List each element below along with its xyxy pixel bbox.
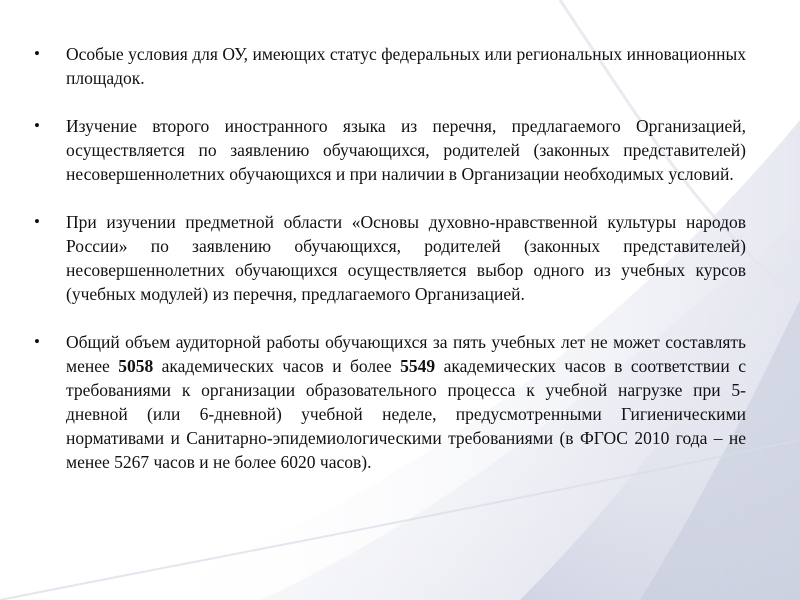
bullet-text: При изучении предметной области «Основы духовно-нравственной культуры народов России» по заявлению обучающихся, родителей (законных представителей) несовершеннолетних обучающихся осуществляется выбор одного из учебных курсов (учебных модулей) из перечня, предлагаемого Организацией. <box>66 212 746 304</box>
bullet-text: Особые условия для ОУ, имеющих статус федеральных или региональных инновационных площадок. <box>66 44 746 88</box>
min-hours-value: 5058 <box>118 356 154 376</box>
bullet-item <box>30 42 746 90</box>
slide-content <box>30 42 746 498</box>
bullet-text: академических часов в соответствии с требованиями к организации образовательного процесса к учебной нагрузке при 5-дневной (или 6-дневной) учебной неделе, предусмотренными Гигиеническими нормативами и Санитарно-эпидемиологическими требованиями (в ФГОС 2010 года – не менее 5267 часов и не более 6020 часов). <box>66 356 746 472</box>
bullet-text: академических часов и более <box>153 356 401 376</box>
bullet-item <box>30 330 746 474</box>
bullet-item <box>30 114 746 186</box>
bullet-text: Общий объем аудиторной работы обучающихся за пять учебных лет не может составлять менее <box>66 332 746 376</box>
bullet-item <box>30 210 746 306</box>
bullet-list <box>30 42 746 474</box>
bullet-text: Изучение второго иностранного языка из перечня, предлагаемого Организацией, осуществляется по заявлению обучающихся, родителей (законных представителей) несовершеннолетних обучающихся и при наличии в Организации необходимых условий. <box>66 116 746 184</box>
max-hours-value: 5549 <box>400 356 436 376</box>
